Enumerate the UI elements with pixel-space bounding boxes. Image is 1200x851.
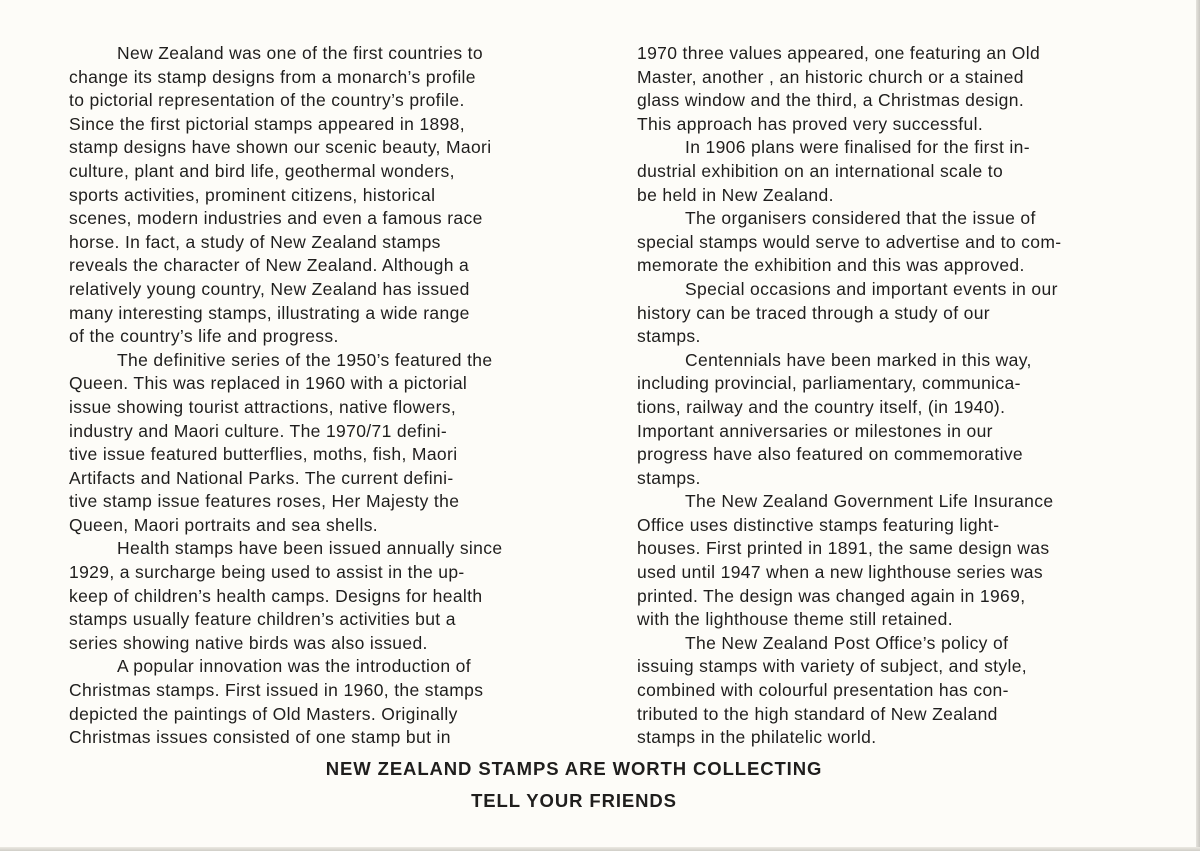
text-line: Christmas issues consisted of one stamp but in (69, 727, 451, 748)
text-line: history can be traced through a study of our (637, 302, 990, 323)
paragraph-centennials (637, 349, 1157, 491)
text-line: culture, plant and bird life, geothermal wonders, (69, 160, 455, 181)
text-line: series showing native birds was also issued. (69, 632, 428, 653)
text-line: of the country’s life and progress. (69, 326, 339, 347)
text-line: reveals the character of New Zealand. Although a (69, 255, 470, 276)
text-line: industry and Maori culture. The 1970/71 defini- (69, 420, 448, 441)
text-line: issue showing tourist attractions, native flowers, (69, 396, 457, 417)
text-line: tributed to the high standard of New Zealand (637, 703, 998, 724)
text-line: scenes, modern industries and even a famous race (69, 208, 483, 229)
text-line: tive stamp issue features roses, Her Majesty the (69, 491, 460, 512)
text-line: stamps. (637, 326, 701, 347)
paragraph-life-insurance (637, 490, 1157, 632)
paragraph-organisers (637, 207, 1157, 278)
text-line: stamps. (637, 467, 701, 488)
text-line: keep of children’s health camps. Designs for health (69, 585, 483, 606)
right-text-column (637, 42, 1157, 750)
text-line: Centennials have been marked in this way, (685, 349, 1032, 370)
text-line: used until 1947 when a new lighthouse series was (637, 562, 1043, 583)
text-line: The definitive series of the 1950’s featured the (117, 349, 493, 370)
text-line: This approach has proved very successful. (637, 113, 984, 134)
text-line: stamps usually feature children’s activities but a (69, 609, 456, 630)
paragraph-special-occasions (637, 278, 1157, 349)
text-line: The organisers considered that the issue of (685, 208, 1036, 229)
text-line: Special occasions and important events in our (685, 278, 1058, 299)
text-line: stamp designs have shown our scenic beauty, Maori (69, 137, 492, 158)
text-line: dustrial exhibition on an international scale to (637, 160, 1004, 181)
paragraph-christmas-continued (637, 42, 1157, 136)
text-line: New Zealand was one of the first countries to (117, 43, 483, 63)
footer-tagline: TELL YOUR FRIENDS (471, 790, 677, 811)
text-line: memorate the exhibition and this was approved. (637, 255, 1025, 276)
text-line: glass window and the third, a Christmas design. (637, 90, 1025, 111)
text-line: Important anniversaries or milestones in our (637, 420, 993, 441)
text-line: change its stamp designs from a monarch’s profile (69, 66, 476, 87)
text-line: relatively young country, New Zealand has issued (69, 278, 470, 299)
text-line: Health stamps have been issued annually since (117, 538, 503, 559)
text-line: The New Zealand Post Office’s policy of (685, 632, 1009, 653)
text-line: special stamps would serve to advertise and to com- (637, 231, 1062, 252)
text-line: including provincial, parliamentary, communica- (637, 373, 1021, 394)
text-line: The New Zealand Government Life Insurance (685, 491, 1054, 512)
text-line: tive issue featured butterflies, moths, fish, Maori (69, 444, 458, 465)
text-line: Artifacts and National Parks. The current defini- (69, 467, 454, 488)
card-edge-right (1196, 0, 1200, 851)
footer-slogan: NEW ZEALAND STAMPS ARE WORTH COLLECTING (325, 758, 823, 779)
text-line: houses. First printed in 1891, the same design was (637, 538, 1050, 559)
text-line: Master, another , an historic church or a stained (637, 66, 1024, 87)
text-line: In 1906 plans were finalised for the first in- (685, 137, 1030, 158)
text-line: Queen. This was replaced in 1960 with a pictorial (69, 373, 468, 394)
paragraph-post-office-policy (637, 632, 1157, 750)
paragraph-christmas-stamps (69, 655, 589, 749)
text-line: with the lighthouse theme still retained. (637, 609, 953, 630)
text-line: many interesting stamps, illustrating a wide range (69, 302, 470, 323)
text-line: horse. In fact, a study of New Zealand stamps (69, 231, 441, 252)
paragraph-1906-exhibition (637, 136, 1157, 207)
text-line: issuing stamps with variety of subject, and style, (637, 656, 1028, 677)
text-line: Office uses distinctive stamps featuring light- (637, 514, 1000, 535)
text-line: A popular innovation was the introduction of (117, 656, 471, 677)
text-line: Christmas stamps. First issued in 1960, the stamps (69, 680, 484, 701)
text-line: be held in New Zealand. (637, 184, 834, 205)
card-edge-bottom (0, 847, 1200, 851)
text-line: sports activities, prominent citizens, historical (69, 184, 436, 205)
text-line: 1929, a surcharge being used to assist in the up- (69, 562, 465, 583)
text-line: to pictorial representation of the country’s profile. (69, 90, 465, 111)
left-text-column (69, 42, 589, 750)
paragraph-intro (69, 42, 589, 349)
text-line: combined with colourful presentation has con- (637, 680, 1009, 701)
text-line: progress have also featured on commemorative (637, 444, 1024, 465)
text-line: Since the first pictorial stamps appeared in 1898, (69, 113, 465, 134)
paragraph-definitive-series (69, 349, 589, 538)
text-line: Queen, Maori portraits and sea shells. (69, 514, 379, 535)
text-line: stamps in the philatelic world. (637, 727, 877, 748)
text-line: 1970 three values appeared, one featuring an Old (637, 43, 1041, 63)
text-line: printed. The design was changed again in 1969, (637, 585, 1026, 606)
text-line: tions, railway and the country itself, (in 1940). (637, 396, 1006, 417)
text-line: depicted the paintings of Old Masters. Originally (69, 703, 458, 724)
paragraph-health-stamps (69, 537, 589, 655)
